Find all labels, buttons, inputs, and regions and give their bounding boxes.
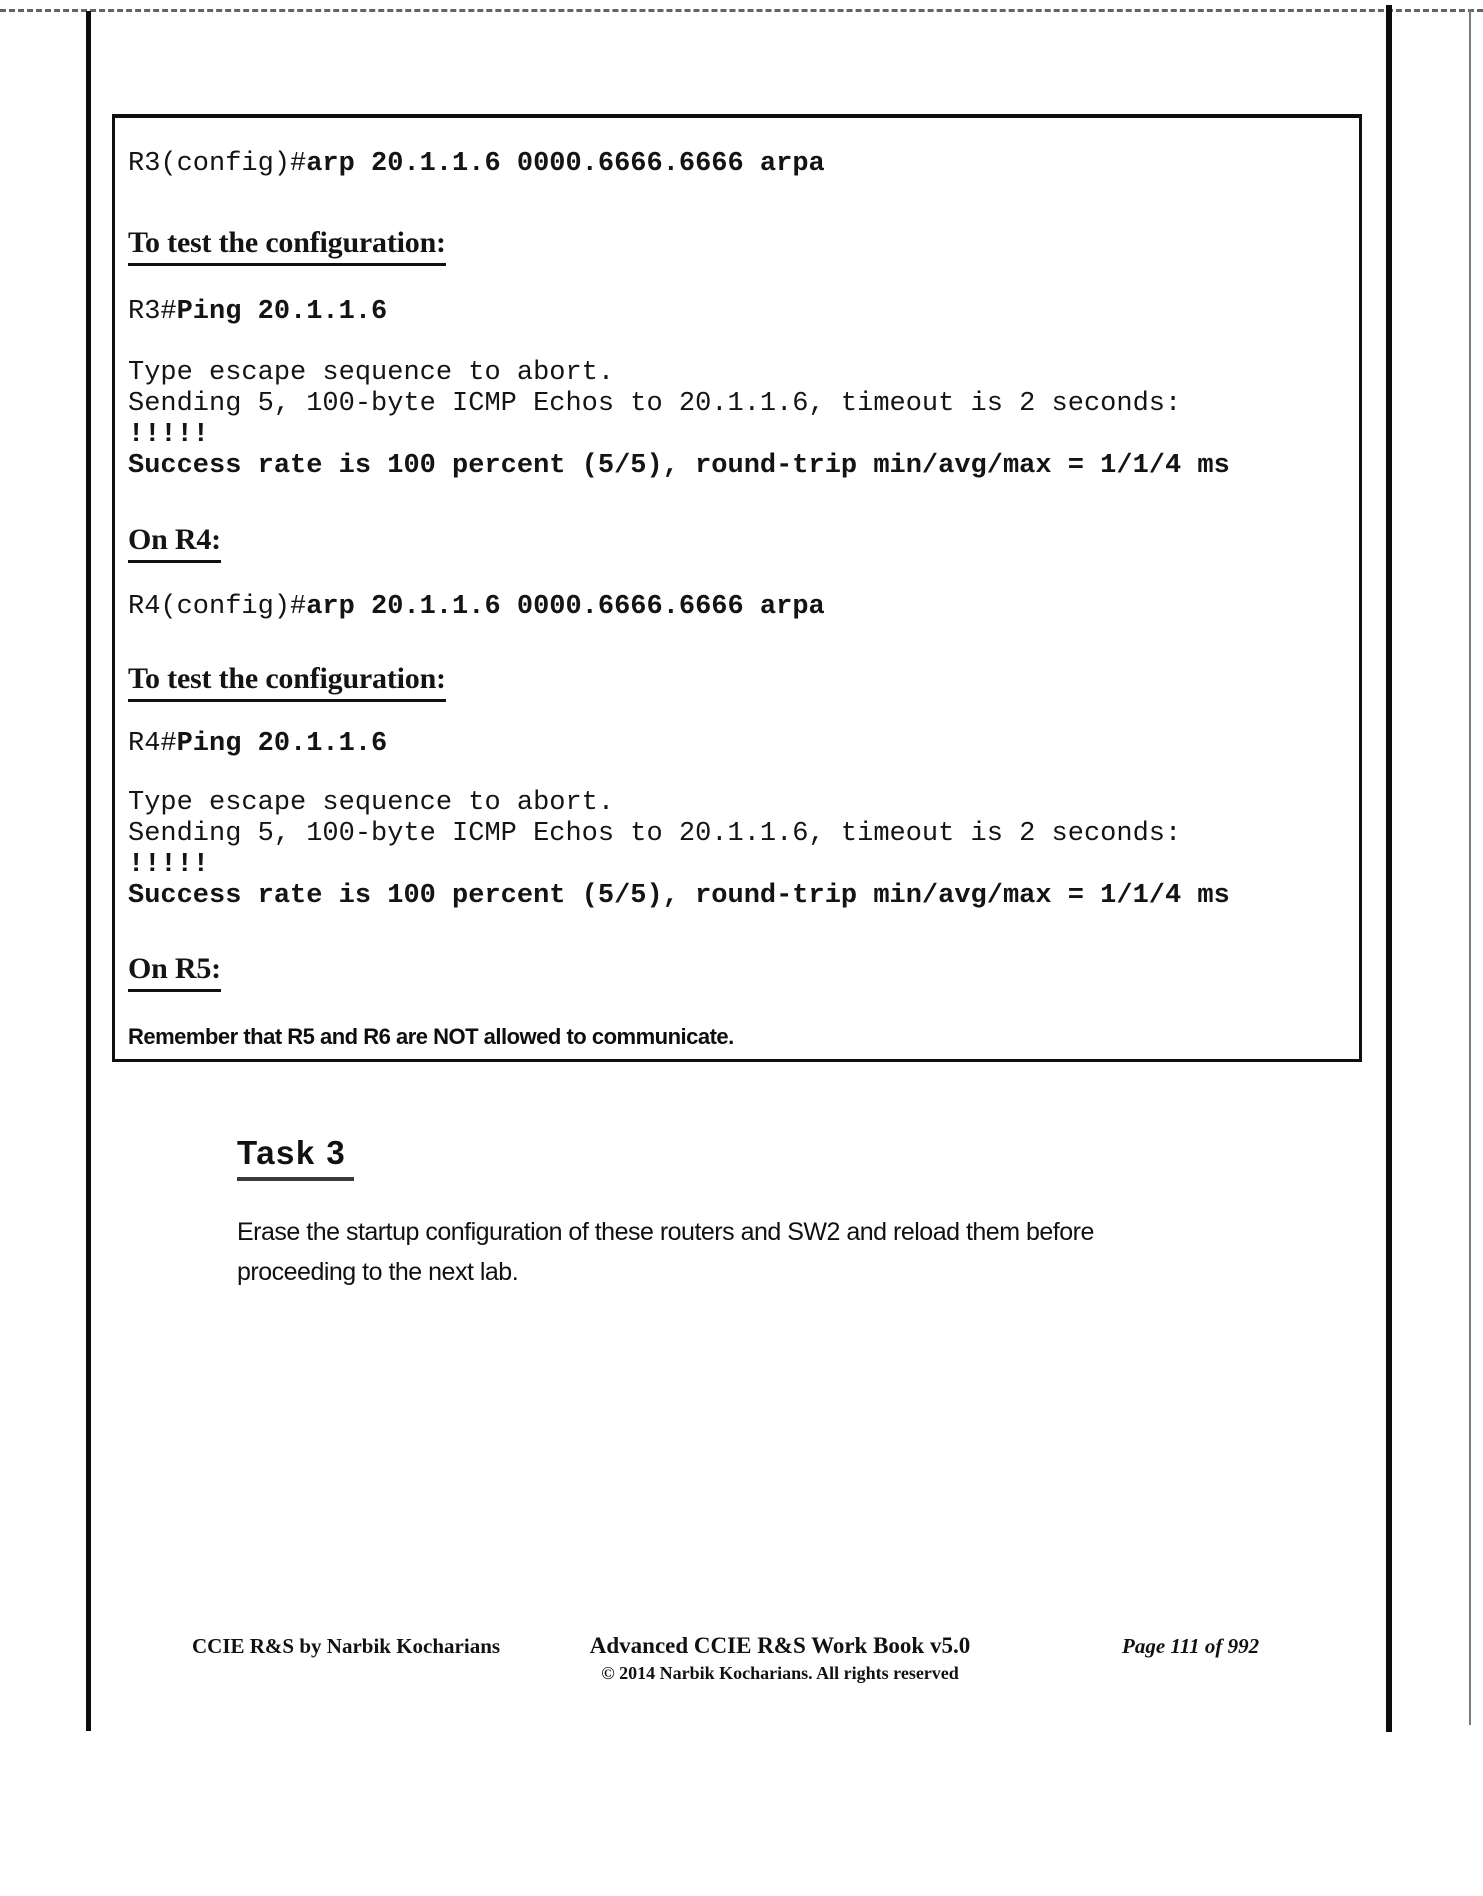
- section-heading-test-config-r3: [128, 225, 1343, 266]
- section-heading-text: To test the configuration:: [128, 225, 446, 266]
- cli-prompt: R4(config)#: [128, 592, 307, 622]
- cli-command: arp 20.1.1.6 0000.6666.6666 arpa: [306, 149, 825, 179]
- scan-left-margin-rule: [86, 11, 91, 1731]
- task-title-text: Task 3: [237, 1134, 354, 1181]
- task-title: [237, 1134, 354, 1181]
- cli-command: Ping 20.1.1.6: [176, 297, 388, 327]
- section-heading-text: On R4:: [128, 522, 221, 563]
- footer-author: CCIE R&S by Narbik Kocharians: [192, 1634, 501, 1658]
- task-description: [237, 1212, 1094, 1292]
- task-description-line1: Erase the startup configuration of these routers and SW2 and reload them before: [237, 1218, 1094, 1246]
- task-description-line2: proceeding to the next lab.: [237, 1258, 519, 1286]
- ping-output-r3: [128, 358, 1343, 482]
- footer-page-number: Page 111 of 992: [1122, 1634, 1260, 1658]
- output-line: Sending 5, 100-byte ICMP Echos to 20.1.1.6, timeout is 2 seconds:: [128, 819, 1182, 849]
- footer-copyright: © 2014 Narbik Kocharians. All rights reserved: [601, 1663, 959, 1683]
- output-line: Success rate is 100 percent (5/5), round-trip min/avg/max = 1/1/4 ms: [128, 451, 1230, 481]
- cli-command: arp 20.1.1.6 0000.6666.6666 arpa: [306, 592, 825, 622]
- cli-prompt: R4#: [128, 729, 177, 759]
- console-line-r4-arp: [128, 591, 1343, 623]
- console-line-r3-ping: [128, 296, 1343, 328]
- ping-output-r4: [128, 788, 1343, 912]
- section-heading-text: To test the configuration:: [128, 661, 446, 702]
- scan-right-margin-rule: [1386, 5, 1392, 1732]
- output-line: !!!!!: [128, 850, 210, 880]
- output-line: Sending 5, 100-byte ICMP Echos to 20.1.1.6, timeout is 2 seconds:: [128, 389, 1182, 419]
- console-line-r3-arp: [128, 148, 1343, 180]
- output-line: Type escape sequence to abort.: [128, 788, 615, 818]
- output-line: Type escape sequence to abort.: [128, 358, 615, 388]
- output-line: !!!!!: [128, 420, 210, 450]
- section-heading-text: On R5:: [128, 951, 221, 992]
- scan-right-edge-line: [1469, 9, 1471, 1725]
- footer-book-title: Advanced CCIE R&S Work Book v5.0: [589, 1633, 971, 1658]
- cli-command: Ping 20.1.1.6: [176, 729, 388, 759]
- section-heading-test-config-r4: [128, 661, 1343, 702]
- section-heading-on-r4: [128, 522, 1343, 563]
- note-r5-r6-restriction: Remember that R5 and R6 are NOT allowed to communicate.: [128, 1024, 734, 1049]
- footer-book-info: [510, 1632, 1050, 1687]
- scan-top-edge-dashed-line: [0, 9, 1483, 12]
- console-output-box: [112, 114, 1362, 1062]
- section-heading-on-r5: [128, 951, 1343, 992]
- console-line-r4-ping: [128, 728, 1343, 760]
- output-line: Success rate is 100 percent (5/5), round-trip min/avg/max = 1/1/4 ms: [128, 881, 1230, 911]
- cli-prompt: R3#: [128, 297, 177, 327]
- cli-prompt: R3(config)#: [128, 149, 307, 179]
